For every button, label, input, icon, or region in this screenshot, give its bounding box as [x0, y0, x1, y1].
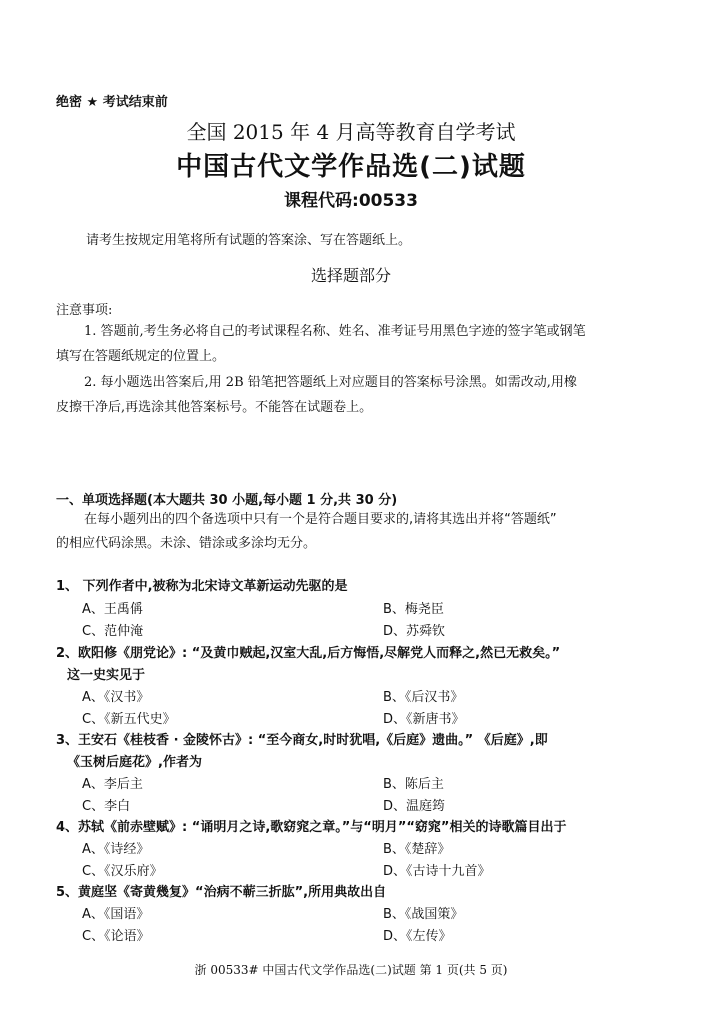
- option-c: C、范仲淹: [82, 624, 144, 639]
- note-line: 2. 每小题选出答案后,用 2B 铅笔把答题纸上对应题目的答案标号涂黑。如需改动,用橡: [84, 375, 577, 390]
- page-footer: 浙 00533# 中国古代文学作品选(二)试题 第 1 页(共 5 页): [194, 963, 508, 977]
- part-description: [56, 508, 656, 556]
- answer-instruction: 请考生按规定用笔将所有试题的答案涂、写在答题纸上。: [86, 233, 412, 248]
- note-line: 皮擦干净后,再选涂其他答案标号。不能答在试题卷上。: [56, 400, 373, 415]
- option-d: D、温庭筠: [383, 799, 446, 814]
- option-a: A、《汉书》: [82, 690, 150, 705]
- part-desc-line: 在每小题列出的四个备选项中只有一个是符合题目要求的,请将其选出并将“答题纸”: [84, 512, 557, 527]
- question-stem-cont: 《玉树后庭花》,作者为: [67, 755, 202, 770]
- question-stem: 1、 下列作者中,被称为北宋诗文革新运动先驱的是: [56, 579, 348, 594]
- option-b: B、《后汉书》: [383, 690, 464, 705]
- option-c: C、《论语》: [82, 929, 150, 944]
- option-d: D、《新唐书》: [383, 712, 465, 727]
- section-title: 选择题部分: [310, 266, 391, 285]
- paper-title: 中国古代文学作品选(二)试题: [176, 152, 526, 182]
- option-d: D、苏舜钦: [383, 624, 446, 639]
- option-c: C、《汉乐府》: [82, 864, 163, 879]
- question-stem: 3、王安石《桂枝香 · 金陵怀古》: “至今商女,时时犹唱,《后庭》遗曲。” 《后庭》,即: [56, 733, 548, 748]
- note-line: 填写在答题纸规定的位置上。: [56, 349, 226, 364]
- option-a: A、李后主: [82, 777, 143, 792]
- question-stem-cont: 这一史实见于: [67, 668, 146, 683]
- note-item: [56, 319, 656, 369]
- question-stem: 4、苏轼《前赤壁赋》: “诵明月之诗,歌窈窕之章。”与“明月”“窈窕”相关的诗歌篇目出于: [56, 820, 567, 835]
- part-heading: 一、单项选择题(本大题共 30 小题,每小题 1 分,共 30 分): [56, 493, 398, 508]
- option-d: D、《古诗十九首》: [383, 864, 491, 879]
- option-d: D、《左传》: [383, 929, 452, 944]
- option-b: B、《战国策》: [383, 907, 464, 922]
- option-c: C、《新五代史》: [82, 712, 176, 727]
- option-b: B、陈后主: [383, 777, 444, 792]
- option-a: A、王禹偁: [82, 602, 143, 617]
- exam-name: 全国 2015 年 4 月高等教育自学考试: [186, 120, 516, 144]
- course-code: 课程代码:00533: [284, 191, 418, 211]
- note-item: [56, 370, 656, 420]
- note-line: 1. 答题前,考生务必将自己的考试课程名称、姓名、准考证号用黑色字迹的签字笔或钢笔: [84, 324, 586, 339]
- option-b: B、《楚辞》: [383, 842, 451, 857]
- secret-mark: 绝密 ★ 考试结束前: [56, 95, 168, 110]
- question-stem: 2、欧阳修《朋党论》: “及黄巾贼起,汉室大乱,后方悔悟,尽解党人而释之,然已无救矣。”: [56, 646, 561, 661]
- option-c: C、李白: [82, 799, 131, 814]
- option-a: A、《国语》: [82, 907, 150, 922]
- question-stem: 5、黄庭坚《寄黄幾复》“治病不蕲三折肱”,所用典故出自: [56, 885, 387, 900]
- part-desc-line: 的相应代码涂黑。未涂、错涂或多涂均无分。: [56, 536, 317, 551]
- option-a: A、《诗经》: [82, 842, 150, 857]
- notes-heading: 注意事项:: [56, 303, 113, 318]
- option-b: B、梅尧臣: [383, 602, 444, 617]
